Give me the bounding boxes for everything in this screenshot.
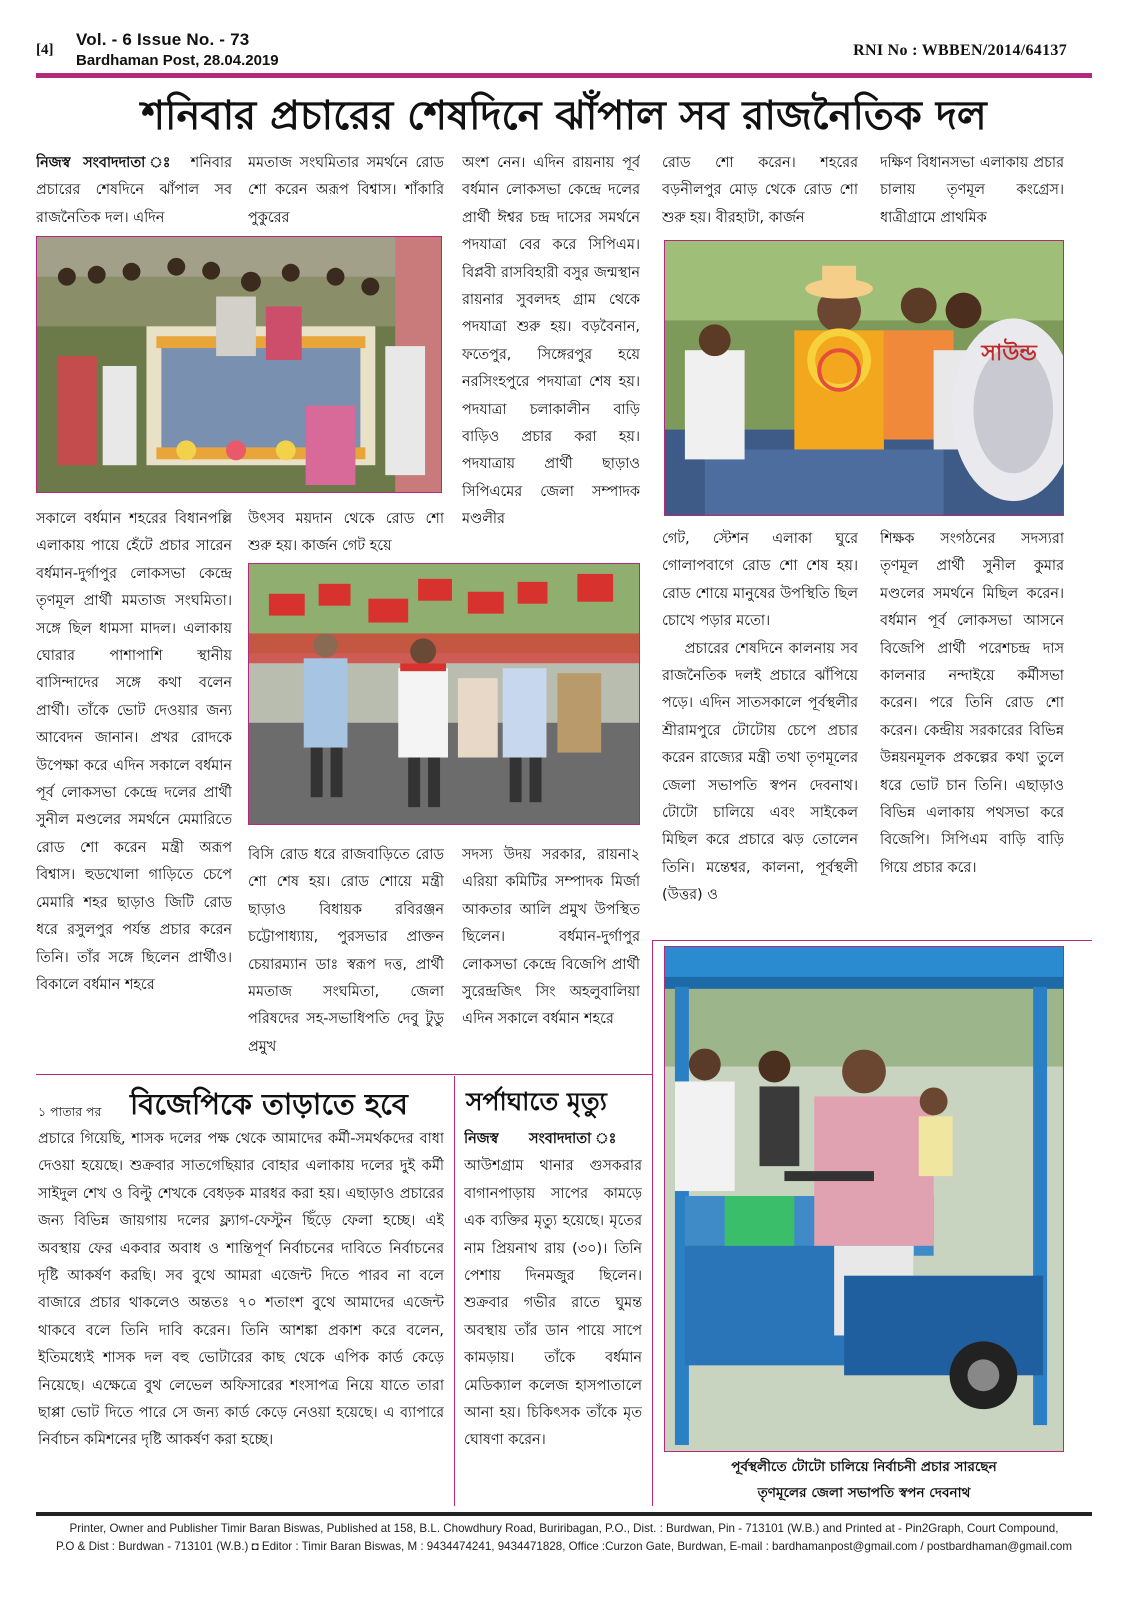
continued-label: ১ পাতার পর: [38, 1104, 102, 1119]
caption-line: পূর্বস্থলীতে টোটো চালিয়ে নির্বাচনী প্রচার সারছেন: [731, 1459, 997, 1475]
byline: নিজস্ব সংবাদদাতা ঃ: [464, 1131, 642, 1147]
story-bjp-headline: বিজেপিকে তাড়াতে হবে: [130, 1087, 408, 1121]
story-col2-top: মমতাজ সংঘমিতার সমর্থনে রোড শো করেন অরূপ বিশ্বাস। শাঁকারি পুকুরের: [248, 155, 444, 226]
photo-toto: [664, 946, 1064, 1452]
story-snake-headline: সর্পাঘাতে মৃত্যু: [466, 1087, 607, 1116]
imprint-line-1: Printer, Owner and Publisher Timir Baran Biswas, Published at 158, B.L. Chowdhury Road, Buriribagan, P.O., Dist. : Burdwan, Pin - 713101 (W.B.) and Printed at - Pin2Graph, Court Compound,: [69, 1522, 1059, 1535]
story-bjp-body: প্রচারে গিয়েছি, শাসক দলের পক্ষ থেকে আমাদের কর্মী-সমর্থকদের বাধা দেওয়া হয়েছে। শুক্রবার সাতগেছিয়ার বোহার এলাকায় দলের দুই কর্মী সাইদুল শেখ ও বিল্টু শেখকে বেধড়ক মারধর করা হয়। এছাড়াও প্রচারের জন্য বিভিন্ন জায়গায় দলের ফ্ল্যাগ-ফেস্টুন ছিঁড়ে ফেলা হচ্ছে। এই অবস্থায় ফের একবার অবাধ ও শান্তিপূর্ণ নির্বাচনের দাবিতে নির্বাচনের দৃষ্টি আকর্ষণ করছি। সব বুথে আমরা এজেন্ট দিতে পারব না বলে বাজারে প্রচার থাকলেও অন্ততঃ ৭০ শতাংশ বুথে আমাদের এজেন্ট থাকবে বলে তিনি দাবি করেন। তিনি আশঙ্কা প্রকাশ করে বলেন, ইতিমধ্যেই শাসক দল বহু ভোটারের কাছ থেকে এপিক কার্ড কেড়ে নিয়েছে। এক্ষেত্রে বুথ লেভেল অফিসারের শংসাপত্র নিয়ে যাতে তারা ছাপ্পা ভোট দিতে পারে সে জন্য কার্ড কেড়ে নেওয়া হয়েছে। এ ব্যাপারে নির্বাচন কমিশনের দৃষ্টি আকর্ষণ করা হচ্ছে।: [38, 1131, 444, 1449]
photo-candidate: [664, 240, 1064, 516]
horn-label: সাউন্ড: [981, 341, 1037, 367]
story-col3-lower: সদস্য উদয় সরকার, রায়না২ এরিয়া কমিটির সম্পাদক মির্জা আকতার আলি প্রমুখ উপস্থিত ছিলেন। বর্ধমান-দুর্গাপুর লোকসভা কেন্দ্রে বিজেপি প্রার্থী সুরেন্দ্রজিৎ সিং অহলুবালিয়া এদিন সকালে বর্ধমান শহরে: [462, 847, 640, 1028]
edition-date: Bardhaman Post, 28.04.2019: [76, 52, 279, 69]
caption-line: তৃণমূলের জেলা সভাপতি স্বপন দেবনাথ: [757, 1485, 971, 1501]
masthead-rule: [36, 73, 1092, 78]
story-col2-mid: উৎসব ময়দান থেকে রোড শো শুরু হয়। কার্জন গেট হয়ে: [248, 511, 444, 555]
photo-roadshow-image: [37, 237, 441, 492]
photo-toto-image: [665, 947, 1063, 1451]
section-divider: [36, 1074, 652, 1075]
story-text: শনিবার প্রচারের শেষদিনে ঝাঁপাল সব রাজনৈতিক দল। এদিন: [36, 155, 232, 226]
rni-number: RNI No : WBBEN/2014/64137: [853, 42, 1067, 59]
photo-rally-image: [249, 564, 639, 824]
story-text: প্রচারের শেষদিনে কালনায় সব রাজনৈতিক দলই প্রচারে ঝাঁপিয়ে পড়ে। এদিন সাতসকালে পূর্বস্থলীর শ্রীরামপুরে টোটোয় চেপে প্রচার করেন রাজ্যের মন্ত্রী তথা তৃণমূলের জেলা সভাপতি স্বপন দেবনাথ। টোটো চালিয়ে এবং সাইকেল মিছিল করে প্রচারে ঝড় তোলেন তিনি। মন্তেশ্বর, কালনা, পূর্বস্থলী (উত্তর) ও: [662, 640, 858, 904]
photo-roadshow: [36, 236, 442, 493]
story-col2-lower: বিসি রোড ধরে রাজবাড়িতে রোড শো শেষ হয়। রোড শোয়ে মন্ত্রী ছাড়াও বিধায়ক রবিরঞ্জন চট্টোপাধ্যায়, পুরসভার প্রাক্তন চেয়ারম্যান ডাঃ স্বরূপ দত্ত, প্রার্থী মমতাজ সংঘমিতা, জেলা পরিষদের সহ-সভাধিপতি দেবু টুডু প্রমুখ: [248, 847, 444, 1055]
story-text: গেট, স্টেশন এলাকা ঘুরে গোলাপবাগে রোড শো শেষ হয়। রোড শোয়ে মানুষের উপস্থিতি ছিল চোখে পড়ার মতো।: [662, 531, 858, 630]
story-col1-lower: সকালে বর্ধমান শহরের বিধানপল্লি এলাকায় পায়ে হেঁটে প্রচার সারেন বর্ধমান-দুর্গাপুর লোকসভা কেন্দ্রে তৃণমূল প্রার্থী মমতাজ সংঘমিতা। সঙ্গে ছিল ধামসা মাদল। এলাকায় ঘোরার পাশাপাশি স্থানীয় বাসিন্দাদের সঙ্গে কথা বলেন প্রার্থী। তাঁকে ভোট দেওয়ার জন্য আবেদন জানান। প্রখর রোদকে উপেক্ষা করে এদিন সকালে বর্ধমান পূর্ব লোকসভা কেন্দ্রে দলের প্রার্থী সুনীল মণ্ডলের সমর্থনে মেমারিতে রোড শো করেন মন্ত্রী অরূপ বিশ্বাস। হুডখোলা গাড়িতে চেপে মেমারি শহর ছাড়াও জিটি রোড ধরে রসুলপুর পর্যন্ত প্রচার করেন তিনি। তাঁর সঙ্গে ছিলেন প্রার্থীও। বিকালে বর্ধমান শহরে: [36, 511, 232, 993]
byline: নিজস্ব সংবাদদাতা ঃ: [36, 155, 179, 171]
column-divider: [454, 1076, 455, 1506]
imprint-line-2: P.O & Dist : Burdwan - 713101 (W.B.) ◘ Editor : Timir Baran Biswas, M : 9434474241, 9434471828, Office :Curzon Gate, Burdwan, E-mail : bardhamanpost@gmail.com / postbardhaman@gmail.com: [55, 1540, 1073, 1553]
story-col3-upper: অংশ নেন। এদিন রায়নায় পূর্ব বর্ধমান লোকসভা কেন্দ্রে দলের প্রার্থী ঈশ্বর চন্দ্র দাসের সমর্থনে পদযাত্রা বের করে সিপিএম। বিপ্লবী রাসবিহারী বসুর জন্মস্থান রায়নার সুবলদহ গ্রাম থেকে পদযাত্রা শুরু হয়। বড়বৈনান, ফতেপুর, সিঙ্গেরপুর হয়ে নরসিংহপুরে পদযাত্রা শেষ হয়। পদযাত্রা চলাকালীন বাড়ি বাড়িও প্রচার করা হয়। পদযাত্রায় প্রার্থী ছাড়াও সিপিএমের জেলা সম্পাদক মণ্ডলীর: [462, 155, 640, 528]
story-col4-top: রোড শো করেন। শহরের বড়নীলপুর মোড় থেকে রোড শো শুরু হয়। বীরহাটা, কার্জন: [662, 155, 858, 226]
footer-rule: [36, 1512, 1092, 1516]
story-col1-top: [36, 150, 232, 234]
photo-rally: [248, 563, 640, 825]
section-divider: [652, 940, 1092, 941]
story-text: আউশগ্রাম থানার গুসকরার বাগানপাড়ায় সাপের কামড়ে এক ব্যক্তির মৃত্যু হয়েছে। মৃতের নাম প্রিয়নাথ রায় (৩০)। তিনি পেশায় দিনমজুর ছিলেন। শুক্রবার গভীর রাতে ঘুমন্ত অবস্থায় তাঁর ডান পায়ে সাপে কামড়ায়। তাঁকে বর্ধমান মেডিক্যাল কলেজ হাসপাতালে আনা হয়। চিকিৎসক তাঁকে মৃত ঘোষণা করেন।: [464, 1158, 642, 1449]
story-col5-lower: শিক্ষক সংগঠনের সদস্যরা তৃণমূল প্রার্থী সুনীল কুমার মণ্ডলের সমর্থনে মিছিল করেন। বর্ধমান পূর্ব লোকসভা আসনে বিজেপি প্রার্থী পরেশচন্দ্র দাস কালনার নন্দাইয়ে কর্মীসভা করেন। পরে তিনি রোড শো করেন। কেন্দ্রীয় সরকারের বিভিন্ন উন্নয়নমূলক প্রকল্পের কথা তুলে ধরে ভোট চান তিনি। এছাড়াও বিভিন্ন এলাকায় পথসভা করে বিজেপি। সিপিএম বাড়ি বাড়ি গিয়ে প্রচার করে।: [880, 531, 1064, 876]
main-headline: শনিবার প্রচারের শেষদিনে ঝাঁপাল সব রাজনৈতিক দল: [141, 93, 987, 139]
photo-candidate-image: [665, 241, 1063, 515]
story-col4-lower: [662, 526, 858, 934]
page-number: [4]: [36, 42, 54, 58]
story-col5-top: দক্ষিণ বিধানসভা এলাকায় প্রচার চালায় তৃণমূল কংগ্রেস। ধাত্রীগ্রামে প্রাথমিক: [880, 155, 1064, 226]
column-divider: [652, 940, 653, 1506]
story-snake-body: [464, 1126, 642, 1506]
photo-caption: [664, 1454, 1064, 1506]
volume-issue: Vol. - 6 Issue No. - 73: [76, 30, 250, 49]
